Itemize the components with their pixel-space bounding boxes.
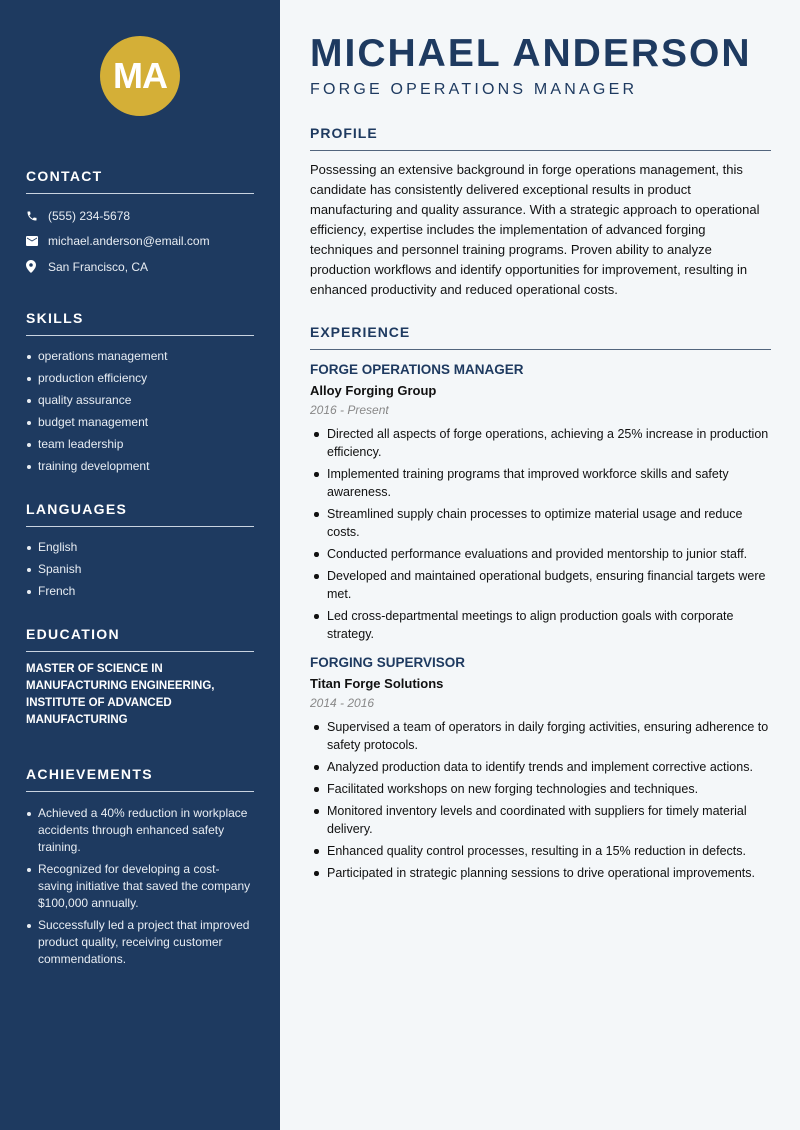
job-title: FORGE OPERATIONS MANAGER — [310, 81, 638, 98]
main-content — [310, 0, 771, 886]
contact-phone — [26, 203, 254, 229]
bullet-item: Conducted performance evaluations and provided mentorship to junior staff. — [310, 545, 771, 563]
email-icon — [26, 236, 48, 246]
skills-heading: SKILLS — [26, 310, 254, 336]
education-section — [26, 626, 254, 730]
skills-section — [26, 310, 254, 477]
sidebar — [0, 0, 280, 1130]
achievement-item: Successfully led a project that improved product quality, receiving customer commendations. — [26, 917, 254, 968]
job-dates: 2016 - Present — [310, 403, 389, 417]
experience-heading: EXPERIENCE — [310, 324, 771, 350]
experience-section — [310, 324, 771, 882]
bullet-item: Analyzed production data to identify trends and implement corrective actions. — [310, 758, 771, 776]
job-entry — [310, 362, 771, 643]
skill-item: team leadership — [26, 433, 254, 455]
bullet-item: Enhanced quality control processes, resulting in a 15% reduction in defects. — [310, 842, 771, 860]
job-title: FORGE OPERATIONS MANAGER — [310, 362, 524, 377]
skill-item: production efficiency — [26, 367, 254, 389]
phone-icon — [26, 210, 48, 222]
education-degree: MASTER OF SCIENCE IN MANUFACTURING ENGINEERING, INSTITUTE OF ADVANCED MANUFACTURING — [26, 662, 215, 727]
contact-heading: CONTACT — [26, 168, 254, 194]
profile-heading: PROFILE — [310, 125, 771, 151]
job-entry — [310, 655, 771, 882]
contact-section — [26, 168, 254, 280]
phone-text: (555) 234-5678 — [48, 208, 131, 223]
language-item: Spanish — [26, 558, 254, 580]
bullet-item: Facilitated workshops on new forging technologies and techniques. — [310, 780, 771, 798]
company-name: Titan Forge Solutions — [310, 676, 444, 691]
language-item: English — [26, 536, 254, 558]
bullet-item: Directed all aspects of forge operations, achieving a 25% increase in production efficiency. — [310, 425, 771, 461]
languages-section — [26, 501, 254, 602]
bullet-item: Streamlined supply chain processes to optimize material usage and reduce costs. — [310, 505, 771, 541]
avatar: MA — [100, 36, 180, 116]
bullet-item: Implemented training programs that improved workforce skills and safety awareness. — [310, 465, 771, 501]
candidate-name: MICHAEL ANDERSON — [310, 32, 752, 75]
bullet-item: Developed and maintained operational budgets, ensuring financial targets were met. — [310, 567, 771, 603]
location-text: San Francisco, CA — [48, 259, 149, 274]
education-heading: EDUCATION — [26, 626, 254, 652]
job-dates: 2014 - 2016 — [310, 696, 375, 710]
skill-item: operations management — [26, 345, 254, 367]
skill-item: budget management — [26, 411, 254, 433]
skill-item: training development — [26, 455, 254, 477]
profile-text: Possessing an extensive background in forge operations management, this candidate has consistently delivered exceptional results in product manufacturing and quality assurance. With a strategic approach to operational efficiency, expertise includes the implementation of advanced forging techniques and personnel training programs. Proven ability to analyze production workflows and identify opportunities for improvement, resulting in enhanced productivity and reduced operational costs. — [310, 162, 760, 297]
bullet-item: Led cross-departmental meetings to align production goals with corporate strategy. — [310, 607, 771, 643]
bullet-item: Supervised a team of operators in daily forging activities, ensuring adherence to safety protocols. — [310, 718, 771, 754]
email-text: michael.anderson@email.com — [48, 234, 210, 249]
achievements-section — [26, 766, 254, 968]
bullet-item: Monitored inventory levels and coordinated with suppliers for timely material delivery. — [310, 802, 771, 838]
profile-section — [310, 125, 771, 300]
skill-item: quality assurance — [26, 389, 254, 411]
languages-heading: LANGUAGES — [26, 501, 254, 527]
achievement-item: Achieved a 40% reduction in workplace accidents through enhanced safety training. — [26, 805, 254, 856]
achievement-item: Recognized for developing a cost-saving initiative that saved the company $100,000 annually. — [26, 861, 254, 912]
job-title: FORGING SUPERVISOR — [310, 655, 466, 670]
bullet-item: Participated in strategic planning sessions to drive operational improvements. — [310, 864, 771, 882]
job-bullets — [310, 425, 771, 643]
company-name: Alloy Forging Group — [310, 383, 437, 398]
contact-location — [26, 254, 254, 280]
job-bullets — [310, 718, 771, 882]
skills-list — [26, 345, 254, 477]
location-pin-icon — [26, 260, 48, 273]
contact-email — [26, 229, 254, 255]
achievements-heading: ACHIEVEMENTS — [26, 766, 254, 792]
language-item: French — [26, 580, 254, 602]
achievements-list — [26, 805, 254, 968]
languages-list — [26, 536, 254, 602]
